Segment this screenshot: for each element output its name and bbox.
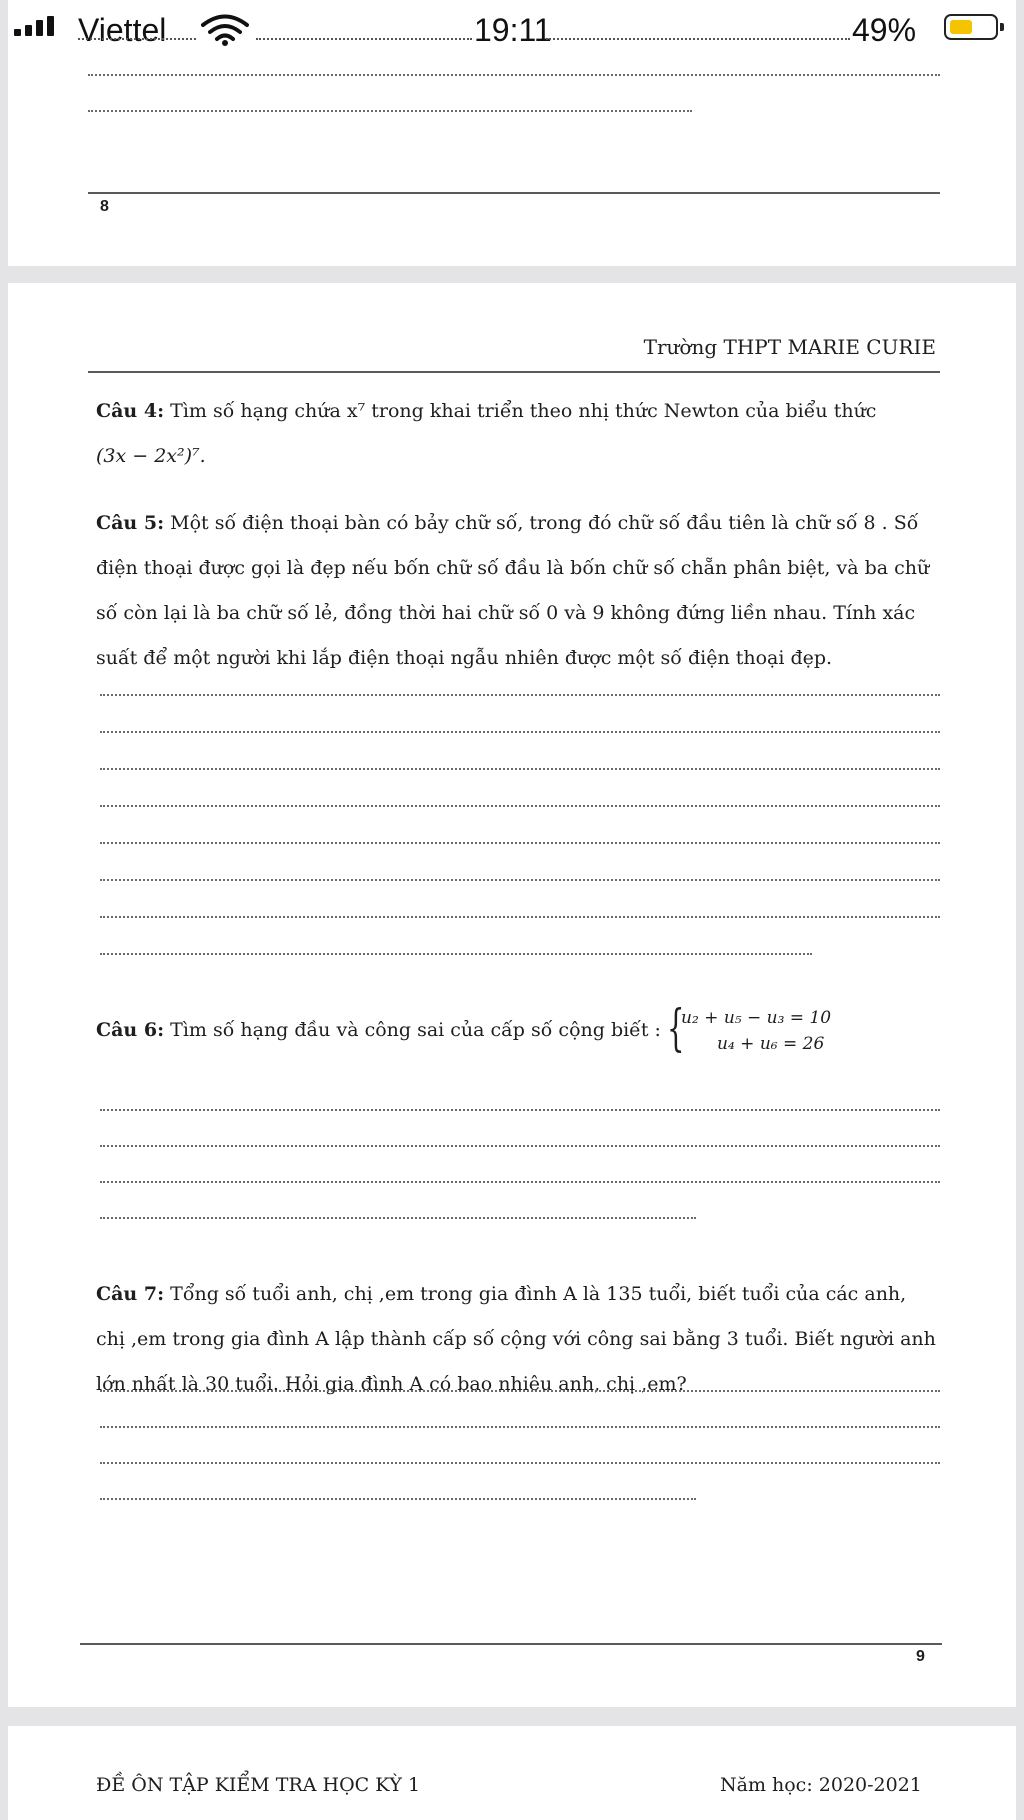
status-time: 19:11: [474, 12, 552, 48]
question-label: Câu 5:: [96, 512, 165, 534]
page-footer-rule: [88, 192, 940, 194]
question-text: Một số điện thoại bàn có bảy chữ số, trong đó chữ số đầu tiên là chữ số 8 . Số điện thoại được gọi là đẹp nếu bốn chữ số đầu là bốn chữ số chẵn phân biệt, và ba chữ số còn lại là ba chữ số lẻ, đồng thời hai chữ số 0 và 9 không đứng liền nhau. Tính xác suất để một người khi lắp điện thoại ngẫu nhiên được một số điện thoại đẹp.: [96, 512, 930, 669]
answer-line: [100, 916, 940, 918]
page-footer-rule: [80, 1643, 942, 1645]
question-text: Tìm số hạng đầu và công sai của cấp số cộng biết :: [170, 1019, 661, 1041]
answer-line: [100, 953, 812, 955]
answer-line: [100, 694, 940, 696]
header-rule: [88, 371, 940, 373]
battery-icon: [944, 14, 998, 40]
question-6: [96, 999, 956, 1057]
exam-title: ĐỀ ÔN TẬP KIỂM TRA HỌC KỲ 1: [96, 1774, 421, 1796]
answer-line: [100, 731, 940, 733]
answer-line: [100, 1145, 940, 1147]
answer-line: [100, 768, 940, 770]
question-label: Câu 7:: [96, 1283, 165, 1305]
answer-line: [100, 1390, 940, 1392]
carrier-name: Viettel: [78, 12, 167, 48]
status-dots: [78, 38, 196, 40]
question-expression: (3x − 2x²)⁷.: [96, 445, 206, 467]
question-5: [96, 501, 940, 681]
answer-line: [100, 1181, 940, 1183]
wifi-icon: [200, 14, 250, 46]
question-text: Tìm số hạng chứa x⁷ trong khai triển theo nhị thức Newton của biểu thức: [170, 400, 877, 422]
answer-line: [88, 74, 940, 76]
answer-line: [100, 879, 940, 881]
answer-line: [88, 110, 692, 112]
equation-2: u₄ + u₆ = 26: [717, 1034, 825, 1054]
page-number: 9: [916, 1648, 925, 1665]
question-label: Câu 4:: [96, 400, 165, 422]
battery-percent: 49%: [852, 12, 917, 48]
school-header: Trường THPT MARIE CURIE: [643, 335, 936, 359]
answer-line: [100, 1498, 696, 1500]
answer-line: [100, 1426, 940, 1428]
question-label: Câu 6:: [96, 1019, 165, 1041]
question-7: [96, 1272, 940, 1407]
battery-level: [950, 20, 972, 34]
signal-bars-icon: [14, 16, 54, 36]
answer-line: [100, 1462, 940, 1464]
page-number: 8: [100, 198, 109, 215]
status-dots: [546, 38, 850, 40]
answer-line: [100, 1217, 696, 1219]
question-text: Tổng số tuổi anh, chị ,em trong gia đình A là 135 tuổi, biết tuổi của các anh, chị ,em trong gia đình A lập thành cấp số cộng với công sai bằng 3 tuổi. Biết người anh lớn nhất là 30 tuổi. Hỏi gia đình A có bao nhiêu anh, chị ,em?: [96, 1283, 936, 1395]
main-page: [8, 283, 1016, 1707]
equation-1: u₂ + u₅ − u₃ = 10: [681, 1008, 832, 1028]
answer-line: [100, 842, 940, 844]
answer-line: [100, 1109, 940, 1111]
next-page: [8, 1726, 1016, 1820]
status-dots: [256, 38, 472, 40]
question-4: [96, 389, 940, 479]
status-bar: [0, 0, 1024, 58]
equation-system: { u₂ + u₅ − u₃ = 10 u₄ + u₆ = 26: [667, 999, 832, 1057]
school-year: Năm học: 2020-2021: [720, 1774, 922, 1796]
answer-line: [100, 805, 940, 807]
